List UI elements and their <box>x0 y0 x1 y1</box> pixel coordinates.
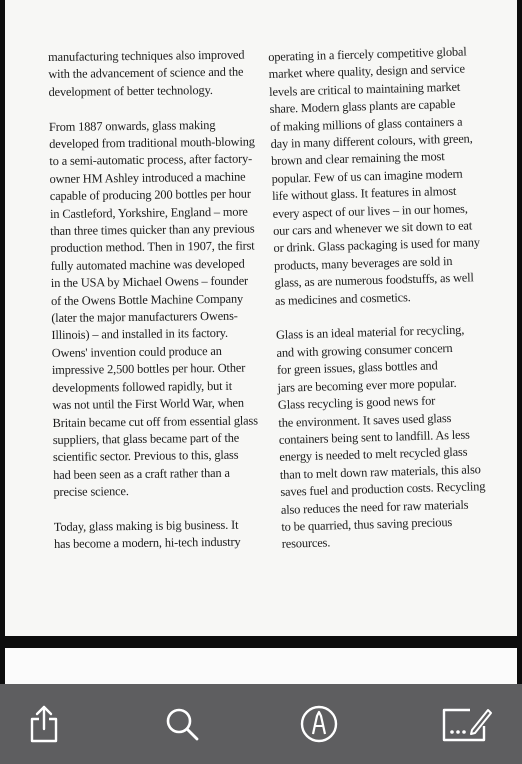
text-line: saves fuel and production costs. Recycling <box>280 479 486 499</box>
text-line: day in many different colours, with green, <box>270 131 473 151</box>
text-line: life without glass. It features in almost <box>271 184 457 204</box>
text-line: fully automated machine was developed <box>50 256 245 273</box>
text-line: share. Modern glass plants are capable <box>269 97 456 117</box>
document-page[interactable] <box>5 0 517 636</box>
text-line: (later the major manufacturers Owens- <box>51 308 238 326</box>
text-line: From 1887 onwards, glass making <box>48 117 216 134</box>
text-line: precise science. <box>53 484 129 500</box>
text-line: market where quality, design and service <box>268 61 466 82</box>
text-line: in the USA by Michael Owens – founder <box>50 273 249 291</box>
text-line: as medicines and cosmetics. <box>274 289 411 308</box>
search-button[interactable] <box>160 702 204 746</box>
paragraph <box>48 46 271 101</box>
text-line: development of better technology. <box>48 82 213 99</box>
text-line: developments followed rapidly, but it <box>52 378 233 395</box>
right-column <box>268 43 510 571</box>
text-line: glass, as are numerous foodstuffs, as well <box>274 270 474 291</box>
text-line: to a semi-automatic process, after factory- <box>49 151 253 169</box>
text-line: owner HM Ashley introduced a machine <box>49 169 246 186</box>
text-line: for green issues, glass bottles and <box>276 358 438 378</box>
text-line: energy is needed to melt recycled glass <box>279 444 468 465</box>
magnifier-icon <box>163 705 201 743</box>
text-line: than to melt down raw materials, this also <box>279 461 481 482</box>
text-line: products, many beverages are sold in <box>273 253 453 273</box>
paragraph <box>49 116 276 502</box>
markup-pen-icon <box>299 704 339 744</box>
paragraph <box>268 43 503 310</box>
text-line: suppliers, that glass became part of the <box>52 430 240 447</box>
text-line: and with growing consumer concern <box>276 340 453 360</box>
text-line: Illinois) – and installed in its factory. <box>51 326 229 343</box>
text-line: Today, glass making is big business. It <box>53 517 239 534</box>
text-line: impressive 2,500 bottles per hour. Other <box>51 360 246 378</box>
text-line: of making millions of glass containers a <box>269 114 463 134</box>
text-line: developed from traditional mouth-blowing <box>49 134 255 152</box>
text-line: had been seen as a craft rather than a <box>53 465 230 482</box>
text-line: popular. Few of us can imagine modern <box>271 166 463 186</box>
text-line: our cars and whenever we sit down to eat <box>272 218 473 238</box>
text-line: the environment. It saves used glass <box>278 410 452 430</box>
text-line: of the Owens Bottle Machine Company <box>50 291 244 308</box>
left-column <box>48 46 276 571</box>
text-line: was not until the First World War, when <box>52 395 244 413</box>
text-line: every aspect of our lives – in our homes, <box>272 201 468 221</box>
share-button[interactable] <box>22 702 66 746</box>
text-line: manufacturing techniques also improved <box>48 47 245 64</box>
next-page-preview[interactable] <box>5 648 517 688</box>
text-line: Owens' invention could produce an <box>51 343 222 360</box>
paragraph <box>54 516 276 554</box>
text-line: operating in a fiercely competitive global <box>268 44 467 64</box>
paragraph <box>276 321 510 554</box>
text-line: containers being sent to landfill. As less <box>278 427 470 447</box>
text-line: in Castleford, Yorkshire, England – more <box>49 204 248 221</box>
text-line: Glass recycling is good news for <box>277 393 436 412</box>
text-line: or drink. Glass packaging is used for many <box>273 235 481 256</box>
signature-icon <box>440 704 494 744</box>
text-line: brown and clear remaining the most <box>270 149 445 169</box>
text-line: with the advancement of science and the <box>48 65 244 82</box>
text-line: has become a modern, hi-tech industry <box>53 535 241 552</box>
text-line: Britain became cut off from essential glass <box>52 412 258 430</box>
text-line: Glass is an ideal material for recycling, <box>275 323 465 343</box>
text-line: jars are becoming ever more popular. <box>277 375 457 395</box>
annotate-button[interactable] <box>440 702 494 746</box>
text-line: levels are critical to maintaining market <box>268 79 461 99</box>
bottom-toolbar <box>0 684 522 764</box>
text-line: production method. Then in 1907, the first <box>50 238 255 256</box>
text-line: capable of producing 200 bottles per hour <box>49 186 251 204</box>
text-line: to be quarried, thus saving precious <box>281 515 453 534</box>
share-icon <box>27 704 61 744</box>
markup-button[interactable] <box>297 702 341 746</box>
text-line: scientific sector. Previous to this, glass <box>52 448 239 465</box>
text-line: resources. <box>281 535 331 552</box>
text-line: also reduces the need for raw materials <box>280 497 469 517</box>
text-line: than three times quicker than any previous <box>50 221 255 239</box>
